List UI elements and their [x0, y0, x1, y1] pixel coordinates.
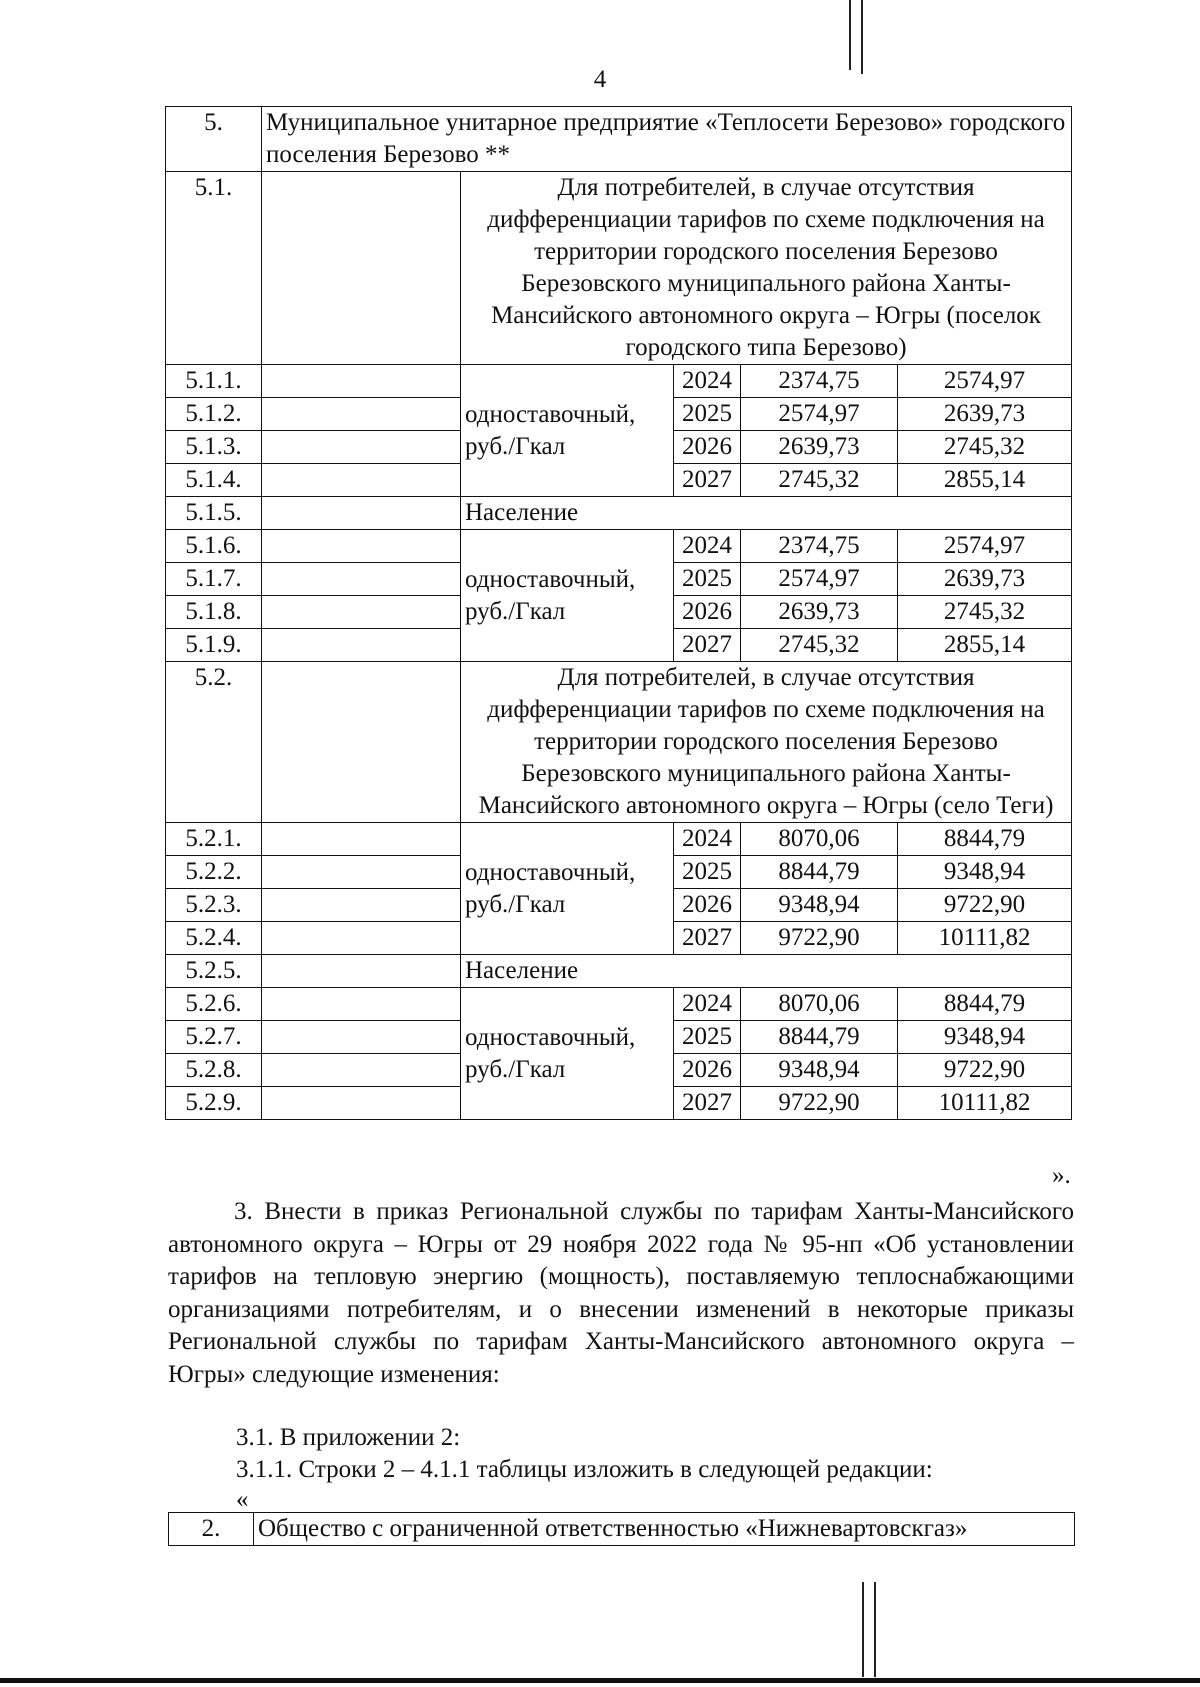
table-row: 5.2.6. одноставочный, руб./Гкал 2024 8070,06 8844,79	[166, 988, 1072, 1021]
section-header-row	[166, 662, 1072, 823]
population-label: Население	[461, 497, 1072, 530]
section-header-row	[166, 172, 1072, 365]
item-3-1-1: 3.1.1. Строки 2 – 4.1.1 таблицы изложить в следующей редакции:	[236, 1456, 933, 1483]
open-quote: «	[236, 1486, 249, 1513]
scan-mark-top	[849, 0, 851, 70]
table-row: 5.1.9. 2027 2745,32 2855,14	[166, 629, 1072, 662]
org-row	[166, 107, 1072, 172]
table-row: 5.1.8. 2026 2639,73 2745,32	[166, 596, 1072, 629]
rate-label: одноставочный, руб./Гкал	[461, 988, 674, 1120]
table-row: 5.2.8. 2026 9348,94 9722,90	[166, 1054, 1072, 1087]
population-row: 5.2.5. Население	[166, 955, 1072, 988]
tail-row-no: 2.	[169, 1513, 254, 1546]
rate-label: одноставочный, руб./Гкал	[461, 530, 674, 662]
close-quote: ».	[1052, 1162, 1071, 1189]
section-no: 5.2.	[166, 662, 262, 823]
table-row	[169, 1513, 1075, 1546]
rate-label: одноставочный, руб./Гкал	[461, 365, 674, 497]
scan-edge-bar	[0, 1678, 1200, 1683]
continuation-table	[168, 1512, 1075, 1546]
tariff-table	[165, 106, 1072, 1120]
table-row: 5.1.3. 2026 2639,73 2745,32	[166, 431, 1072, 464]
scan-mark-bottom-2	[874, 1582, 876, 1677]
org-row-no: 5.	[166, 107, 262, 172]
table-row: 5.2.3. 2026 9348,94 9722,90	[166, 889, 1072, 922]
table-row: 5.1.1. одноставочный, руб./Гкал 2024 2374,75 2574,97	[166, 365, 1072, 398]
table-row: 5.1.6. одноставочный, руб./Гкал 2024 2374,75 2574,97	[166, 530, 1072, 563]
section-header: Для потребителей, в случае отсутствия дифференциации тарифов по схеме подключения на территории городского поселения Березово Березовского муниципального района Ханты-Мансийского автономного округа – Югры (село Теги)	[461, 662, 1072, 823]
tail-row-name: Общество с ограниченной ответственностью «Нижневартовскгаз»	[254, 1513, 1075, 1546]
item-3-1: 3.1. В приложении 2:	[236, 1424, 461, 1451]
table-row: 5.2.4. 2027 9722,90 10111,82	[166, 922, 1072, 955]
table-row: 5.1.7. 2025 2574,97 2639,73	[166, 563, 1072, 596]
rate-label: одноставочный, руб./Гкал	[461, 823, 674, 955]
table-row: 5.2.1. одноставочный, руб./Гкал 2024 8070,06 8844,79	[166, 823, 1072, 856]
org-name: Муниципальное унитарное предприятие «Теплосети Березово» городского поселения Березово **	[262, 107, 1072, 172]
table-row: 5.2.7. 2025 8844,79 9348,94	[166, 1021, 1072, 1054]
table-row: 5.1.4. 2027 2745,32 2855,14	[166, 464, 1072, 497]
table-row: 5.1.2. 2025 2574,97 2639,73	[166, 398, 1072, 431]
section-header: Для потребителей, в случае отсутствия дифференциации тарифов по схеме подключения на территории городского поселения Березово Березовского муниципального района Ханты-Мансийского автономного округа – Югры (поселок городского типа Березово)	[461, 172, 1072, 365]
section-no: 5.1.	[166, 172, 262, 365]
population-label: Население	[461, 955, 1072, 988]
population-row: 5.1.5. Население	[166, 497, 1072, 530]
table-row: 5.2.2. 2025 8844,79 9348,94	[166, 856, 1072, 889]
scan-mark-top-2	[861, 0, 863, 74]
scan-mark-bottom	[862, 1582, 864, 1677]
table-row: 5.2.9. 2027 9722,90 10111,82	[166, 1087, 1072, 1120]
page-number: 4	[593, 66, 607, 93]
paragraph-3: 3. Внести в приказ Региональной службы по тарифам Ханты-Мансийского автономного округа – Югры от 29 ноября 2022 года № 95-нп «Об установлении тарифов на тепловую энергию (мощность), поставляемую теплоснабжающими организациями потребителям, и о внесении изменений в некоторые приказы Региональной службы по тарифам Ханты-Мансийского автономного округа – Югры» следующие изменения:	[168, 1198, 1074, 1388]
